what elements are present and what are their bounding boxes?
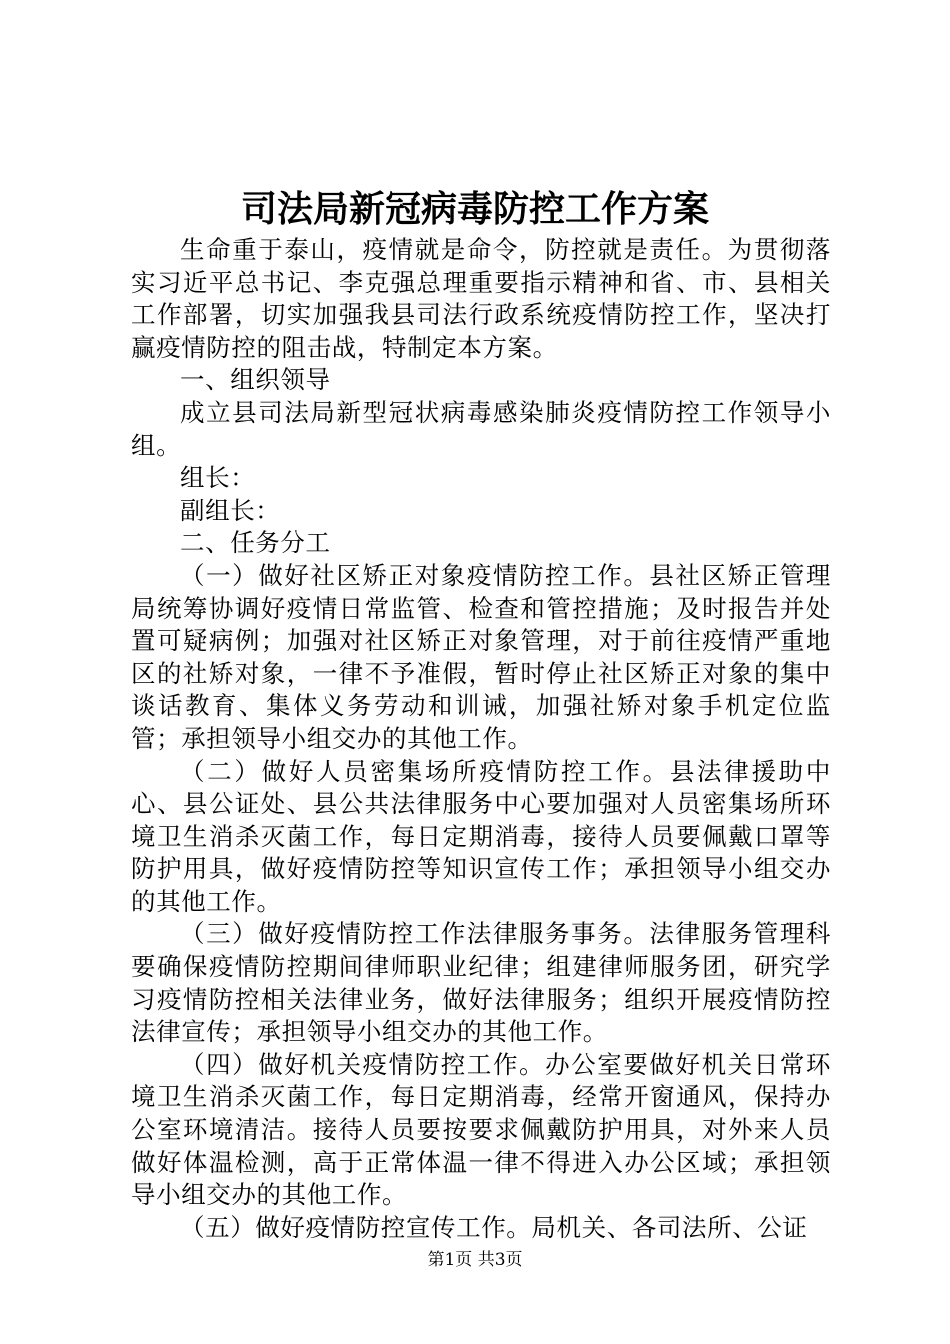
paragraph-intro: 生命重于泰山，疫情就是命令，防控就是责任。为贯彻落实习近平总书记、李克强总理重要指示精神和省、市、县相关工作部署，切实加强我县司法行政系统疫情防控工作，坚决打赢疫情防控的阻击战，特制定本方案。 xyxy=(131,235,831,362)
document-body xyxy=(131,234,831,1244)
leader-field: 组长： xyxy=(180,463,256,493)
deputy-leader-field: 副组长： xyxy=(180,495,281,525)
heading-organization: 一、组织领导 xyxy=(180,365,331,395)
paragraph-leading-group: 成立县司法局新型冠状病毒感染肺炎疫情防控工作领导小组。 xyxy=(131,397,831,460)
paragraph-task-2: （二）做好人员密集场所疫情防控工作。县法律援助中心、县公证处、县公共法律服务中心要加强对人员密集场所环境卫生消杀灭菌工作，每日定期消毒，接待人员要佩戴口罩等防护用具，做好疫情防控等知识宣传工作；承担领导小组交办的其他工作。 xyxy=(131,756,831,916)
paragraph-task-1: （一）做好社区矫正对象疫情防控工作。县社区矫正管理局统筹协调好疫情日常监管、检查和管控措施；及时报告并处置可疑病例；加强对社区矫正对象管理，对于前往疫情严重地区的社矫对象，一律不予准假，暂时停止社区矫正对象的集中谈话教育、集体义务劳动和训诫，加强社矫对象手机定位监管；承担领导小组交办的其他工作。 xyxy=(131,560,831,753)
page-total: 共3页 xyxy=(477,1250,523,1270)
page-number: 第1页 xyxy=(427,1250,473,1270)
paragraph-task-4: （四）做好机关疫情防控工作。办公室要做好机关日常环境卫生消杀灭菌工作，每日定期消毒，经常开窗通风，保持办公室环境清洁。接待人员要按要求佩戴防护用具，对外来人员做好体温检测，高于正常体温一律不得进入办公区域；承担领导小组交办的其他工作。 xyxy=(131,1049,831,1210)
paragraph-task-3: （三）做好疫情防控工作法律服务事务。法律服务管理科要确保疫情防控期间律师职业纪律；组建律师服务团，研究学习疫情防控相关法律业务，做好法律服务；组织开展疫情防控法律宣传；承担领导小组交办的其他工作。 xyxy=(131,919,831,1047)
document-title: 司法局新冠病毒防控工作方案 xyxy=(240,188,709,230)
page-footer xyxy=(0,1245,950,1270)
paragraph-task-5: （五）做好疫情防控宣传工作。局机关、各司法所、公证 xyxy=(180,1212,808,1242)
heading-task-division: 二、任务分工 xyxy=(180,528,331,558)
